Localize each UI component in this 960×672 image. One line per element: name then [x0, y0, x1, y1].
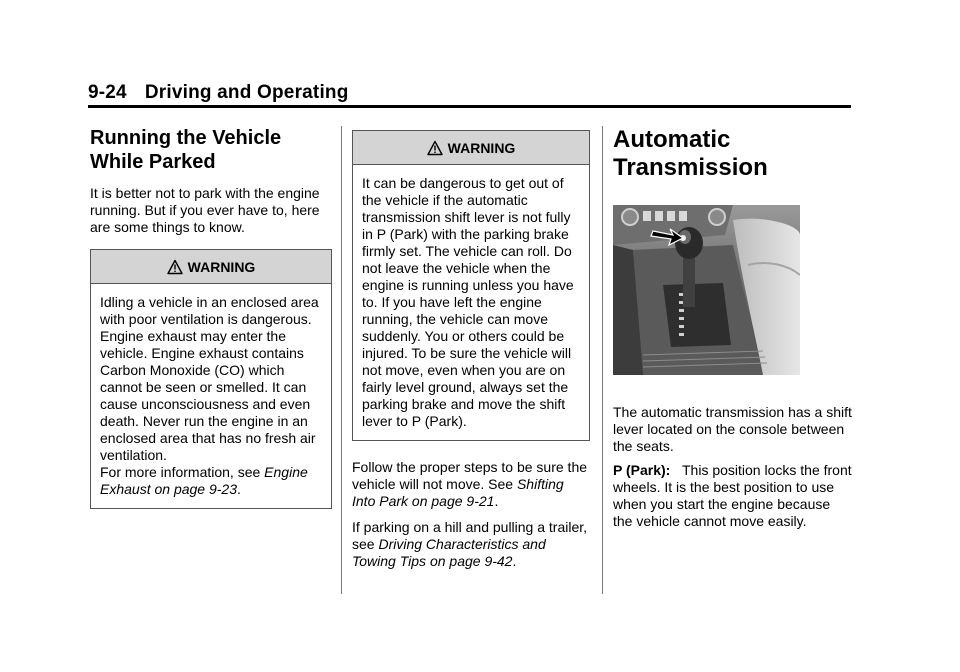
page-header	[88, 82, 349, 104]
warning-box	[90, 249, 332, 509]
warning-icon	[167, 259, 183, 275]
column-divider	[341, 126, 342, 594]
driving-characteristics-link[interactable]: Driving Characteristics and Towing Tips on page 9-42	[352, 536, 546, 569]
warning-icon	[427, 140, 443, 156]
warning-title: WARNING	[187, 258, 256, 275]
warning-ref-prefix: For more information, see	[100, 464, 265, 480]
warning-body: It can be dangerous to get out of the vehicle if the automatic transmission shift lever is not fully in P (Park) with the parking brake firmly set. The vehicle can roll. Do not leave the vehicle when the engine is running unless you have to. If you have left the engine running, the vehicle can move suddenly. You or others could be injured. To be sure the vehicle will not move, even when you are on fairly level ground, always set the parking brake and move the shift lever to P (Park).	[362, 175, 574, 429]
intro-text: It is better not to park with the engine running. But if you ever have to, here are some things to know.	[90, 185, 320, 235]
warning-box	[352, 130, 590, 441]
column-3	[613, 126, 853, 530]
page-number: 9-24	[88, 82, 127, 103]
warning-header	[353, 131, 589, 165]
shift-lever-illustration	[613, 205, 800, 375]
park-label: P (Park):	[613, 462, 671, 478]
shifting-into-park-link[interactable]: Shifting Into Park on page 9-21	[352, 476, 564, 509]
park-description: P (Park): This position locks the front wheels. It is the best position to use when you start the engine because the vehicle cannot move easily.	[613, 462, 852, 529]
warning-header	[91, 250, 331, 284]
engine-exhaust-link[interactable]: Engine Exhaust on page 9-23	[100, 464, 308, 497]
transmission-intro: The automatic transmission has a shift lever located on the console between the seats.	[613, 404, 852, 454]
header-rule	[88, 105, 851, 108]
section-heading: Automatic Transmission	[613, 126, 768, 181]
warning-text: Idling a vehicle in an enclosed area with poor ventilation is dangerous. Engine exhaust may enter the vehicle. Engine exhaust contains Carbon Monoxide (CO) which cannot be seen or smelled. It can cause unconsciousness and even death. Never run the engine in an enclosed area that has no fresh air ventilation.	[100, 294, 319, 463]
warning-body: Idling a vehicle in an enclosed area with poor ventilation is dangerous. Engine exhaust may enter the vehicle. Engine exhaust contains Carbon Monoxide (CO) which cannot be seen or smelled. It can cause unconsciousness and even death. Never run the engine in an enclosed area that has no fresh air ventilation. For more information, see Engine Exhaust on page 9-23.	[100, 294, 319, 497]
follow-steps-paragraph: Follow the proper steps to be sure the vehicle will not move. See Shifting Into Park on page 9-21.	[352, 459, 588, 509]
column-divider	[602, 126, 603, 594]
column-2	[352, 126, 590, 570]
column-1	[90, 126, 332, 509]
warning-title: WARNING	[447, 139, 516, 156]
hill-parking-paragraph: If parking on a hill and pulling a trailer, see Driving Characteristics and Towing Tips on page 9-42.	[352, 519, 588, 569]
section-heading: Running the Vehicle While Parked	[90, 127, 282, 173]
section-title: Driving and Operating	[144, 82, 349, 103]
